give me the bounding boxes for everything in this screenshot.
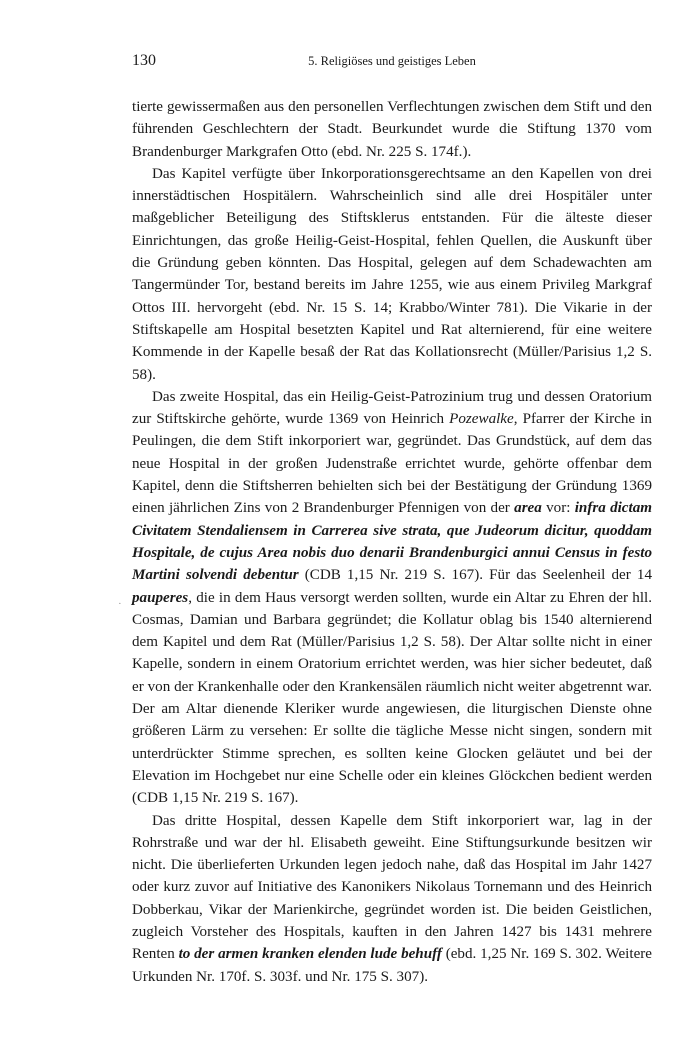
paragraph xyxy=(132,96,652,163)
paragraph xyxy=(132,810,652,988)
body-text xyxy=(132,96,652,988)
margin-mark: · xyxy=(118,598,122,610)
page-number: 130 xyxy=(132,52,156,69)
text-segment: Das zweite Hospital, das ein Heilig-Geist-Patrozinium trug und dessen Oratorium zur Stiftskirche gehörte, wurde 1369 von Heinrich xyxy=(132,388,652,428)
text-segment: Das Kapitel verfügte über Inkorporationsgerechtsame an den Kapellen von drei innerstädtischen Hospitälern. Wahrscheinlich sind alle drei Hospitäler unter maßgeblicher Beteiligung des Stiftsklerus entstanden. Für die älteste dieser Einrichtungen, das große Heilig-Geist-Hospital, fehlen Quellen, die Auskunft über die Gründung geben könnten. Das Hospital, gelegen auf dem Schadewachten am Tangermünder Tor, bestand bereits im Jahre 1255, wie aus einem Privileg Markgraf Ottos III. hervorgeht (ebd. Nr. 15 S. 14; Krabbo/Winter 781). Die Vikarie in der Stiftskapelle am Hospital besetzten Kapitel und Rat alternierend, für eine weitere Kommende in der Kapelle besaß der Rat das Kollationsrecht (Müller/Parisius 1,2 S. 58). xyxy=(132,165,652,383)
emphasized-text: area xyxy=(514,500,542,517)
text-segment: tierte gewissermaßen aus den personellen Verflechtungen zwischen dem Stift und den führenden Geschlechtern der Stadt. Beurkundet wurde die Stiftung 1370 vom Brandenburger Markgrafen Otto (ebd. Nr. 225 S. 174f.). xyxy=(132,99,652,160)
text-segment: , Pfarrer der Kirche in Peulingen, die dem Stift inkorporiert war, gegründet. Das Grundstück, auf dem das neue Hospital in der großen Judenstraße errichtet wurde, gehörte offenbar dem Kapitel, denn die Stiftsherren behielten sich bei der Bestätigung der Gründung 1369 einen jährlichen Zins von 2 Brandenburger Pfennigen von der xyxy=(132,411,652,517)
book-page xyxy=(132,52,652,988)
emphasized-text: Pozewalke xyxy=(449,411,514,428)
emphasized-text: to der armen kranken elenden lude behuff xyxy=(178,946,442,963)
text-segment: Das dritte Hospital, dessen Kapelle dem Stift inkorporiert war, lag in der Rohrstraße und war der hl. Elisabeth geweiht. Eine Stiftungsurkunde besitzen wir nicht. Die überlieferten Urkunden legen jedoch nahe, daß das Hospital im Jahr 1427 oder kurz zuvor auf Initiative des Kanonikers Nikolaus Tornemann und des Heinrich Dobberkau, Vikar der Marienkirche, gegründet worden ist. Die beiden Geistlichen, zugleich Vorsteher des Hospitals, kauften in den Jahren 1427 bis 1431 mehrere Renten xyxy=(132,812,652,963)
text-segment: (CDB 1,15 Nr. 219 S. 167). Für das Seelenheil der 14 xyxy=(298,567,652,584)
text-segment: vor: xyxy=(541,500,575,517)
paragraph xyxy=(132,386,652,810)
running-head: 5. Religiöses und geistiges Leben xyxy=(308,54,476,68)
text-segment: , die in dem Haus versorgt werden sollten, wurde ein Altar zu Ehren der hll. Cosmas, Damian und Barbara gegründet; die Kollatur oblag bis 1540 alternierend dem Kapitel und dem Rat (Müller/Parisius 1,2 S. 58). Der Altar sollte nicht in einer Kapelle, sondern in einem Oratorium errichtet werden, was hier sicher bedeutet, daß er von der Krankenhalle oder den Krankensälen räumlich nicht weiter abgetrennt war. Der am Altar dienende Kleriker wurde angewiesen, die liturgischen Dienste ohne größeren Lärm zu versehen: Er sollte die tägliche Messe nicht singen, sondern mit unterdrückter Stimme sprechen, es sollten keine Glocken geläutet und bei der Elevation im Hochgebet nur eine Schelle oder ein kleines Glöckchen bedient werden (CDB 1,15 Nr. 219 S. 167). xyxy=(132,589,652,807)
paragraph xyxy=(132,163,652,386)
emphasized-text: pauperes xyxy=(132,589,189,606)
text-segment: (ebd. 1,25 Nr. 169 S. 302. Weitere Urkunden Nr. 170f. S. 303f. und Nr. 175 S. 307). xyxy=(132,946,652,985)
emphasized-text: infra dictam Civitatem Stendaliensem in Carrerea sive strata, que Judeorum dicitur, quoddam Hospitale, de cujus Area nobis duo denarii Brandenburgici annui Census in festo Martini solvendi debentur xyxy=(132,500,652,584)
page-header xyxy=(132,52,652,76)
